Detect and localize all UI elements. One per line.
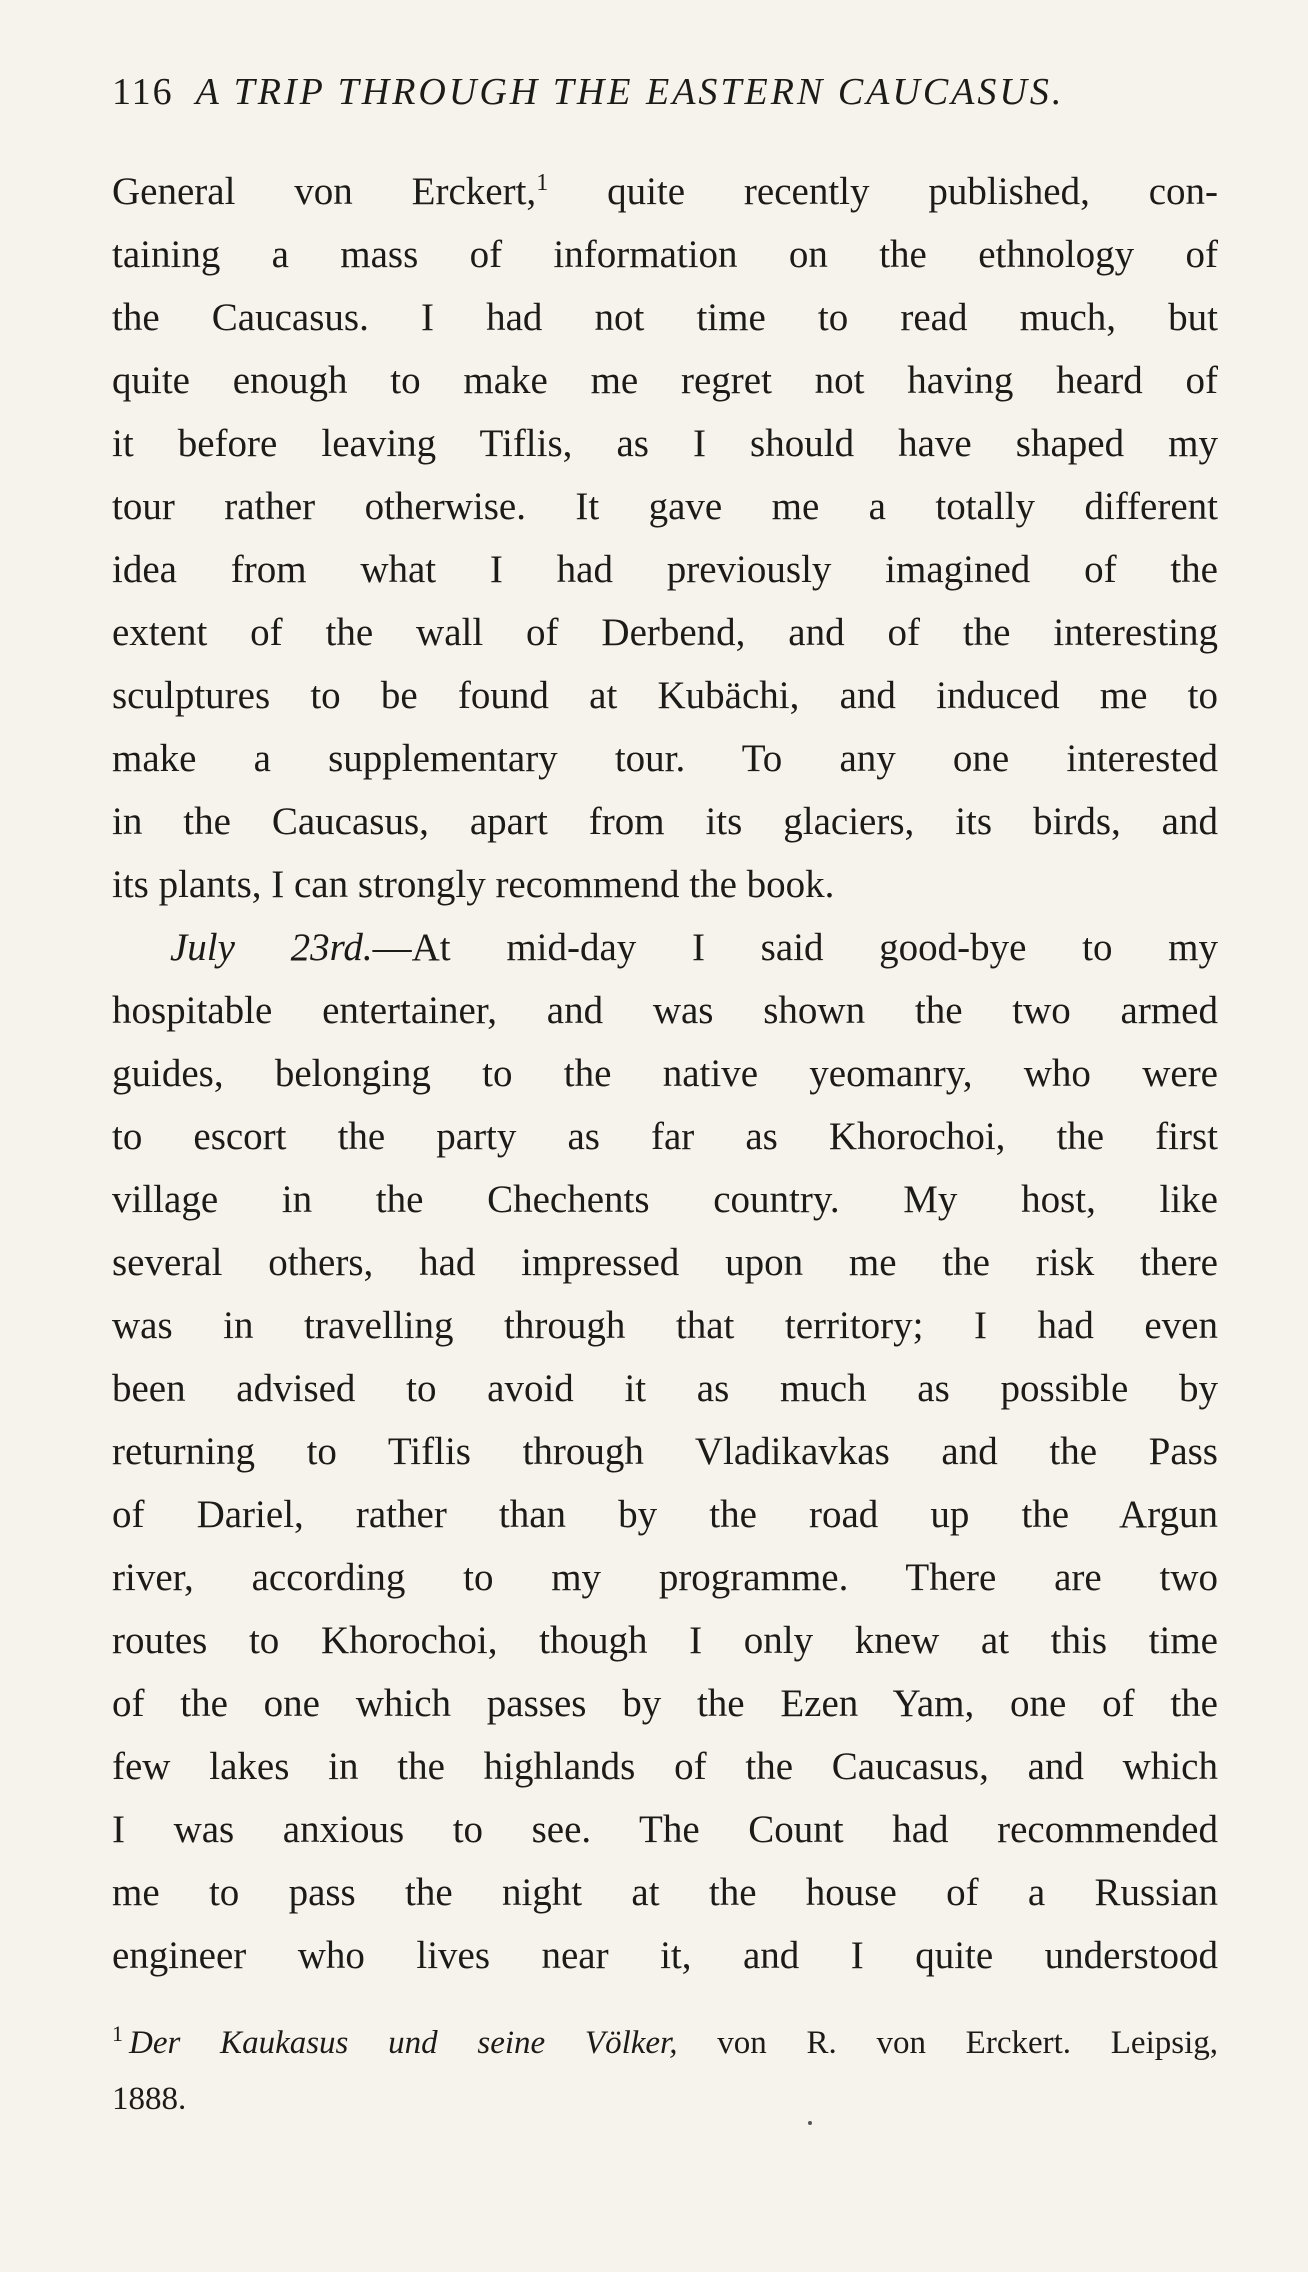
page-number: 116: [112, 71, 174, 113]
text-line: guides, belonging to the native yeomanry, who were: [112, 1052, 1218, 1095]
text-line: routes to Khorochoi, though I only knew at this time: [112, 1619, 1218, 1662]
text-line: been advised to avoid it as much as possible by: [112, 1367, 1218, 1410]
text-line: to escort the party as far as Khorochoi, the first: [112, 1115, 1218, 1158]
text-line: of the one which passes by the Ezen Yam, one of the: [112, 1682, 1218, 1725]
paper-speck: [808, 2121, 812, 2125]
text-line: its plants, I can strongly recommend the book.: [112, 863, 835, 906]
text-line: several others, had impressed upon me the risk there: [112, 1241, 1218, 1284]
text-line: idea from what I had previously imagined of the: [112, 548, 1218, 591]
text-line: was in travelling through that territory; I had even: [112, 1304, 1218, 1347]
text-line: me to pass the night at the house of a Russian: [112, 1871, 1218, 1914]
text-line: river, according to my programme. There are two: [112, 1556, 1218, 1599]
text-line: sculptures to be found at Kubächi, and induced me to: [112, 674, 1218, 717]
entry-date: July 23rd.: [170, 926, 373, 969]
text-line: returning to Tiflis through Vladikavkas and the Pass: [112, 1430, 1218, 1473]
dated-entry-line: July 23rd.—At mid-day I said good-bye to my: [170, 926, 1218, 969]
text-line: village in the Chechents country. My host, like: [112, 1178, 1218, 1221]
footnote-line: $^1$ Der Kaukasus und seine Völker, von R. von Erckert. Leipsig,: [112, 2021, 1218, 2061]
footnote-title: Der Kaukasus und seine Völker,: [129, 2025, 678, 2061]
running-head: [112, 70, 1212, 126]
footnote-line: 1888.: [112, 2081, 187, 2117]
footnote: [112, 2015, 1218, 2127]
text-line: few lakes in the highlands of the Caucasus, and which: [112, 1745, 1218, 1788]
text-line: make a supplementary tour. To any one interested: [112, 737, 1218, 780]
text-line: engineer who lives near it, and I quite understood: [112, 1934, 1218, 1977]
text-line: tour rather otherwise. It gave me a totally different: [112, 485, 1218, 528]
text-line: hospitable entertainer, and was shown the two armed: [112, 989, 1218, 1032]
text-line: taining a mass of information on the ethnology of: [112, 233, 1218, 276]
text-line: it before leaving Tiflis, as I should have shaped my: [112, 422, 1218, 465]
body-text: [112, 160, 1218, 1987]
footnote-marker: 1: [112, 2021, 123, 2046]
text-line: of Dariel, rather than by the road up the Argun: [112, 1493, 1218, 1536]
text-line: the Caucasus. I had not time to read much, but: [112, 296, 1218, 339]
text-line: I was anxious to see. The Count had recommended: [112, 1808, 1218, 1851]
text-line: in the Caucasus, apart from its glaciers, its birds, and: [112, 800, 1218, 843]
text-line: General von Erckert,$^1$ quite recently published, con-: [112, 170, 1218, 213]
running-title: A TRIP THROUGH THE EASTERN CAUCASUS.: [195, 71, 1065, 113]
text-line: quite enough to make me regret not having heard of: [112, 359, 1218, 402]
text-line: extent of the wall of Derbend, and of the interesting: [112, 611, 1218, 654]
footnote-reference[interactable]: 1: [536, 170, 549, 196]
